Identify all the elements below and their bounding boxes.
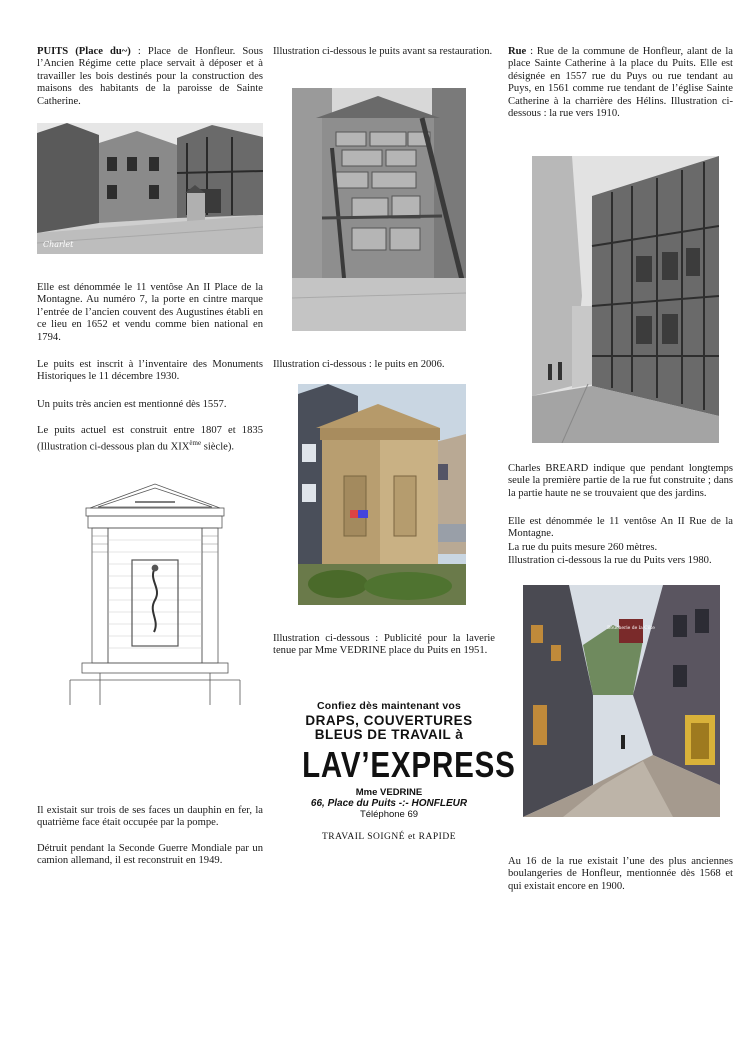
intro-paragraph [37,46,263,108]
breard-paragraph: Charles BREARD indique que pendant longtemps seule la première partie de la rue fut construite ; dans la partie haute ne se trouvaient que des jardins. [508,463,733,499]
rue-paragraph [508,46,733,120]
postcard-place-du-puits-photo [37,123,263,254]
place-name-paragraph: Elle est dénommée le 11 ventôse An II Place de la Montagne. Au numéro 7, la porte en cintre marque l’entrée de l’ancien couvent des Augustines établi en ce lieu en 1652 et vendu comme bien national en 1794. [37,282,263,343]
advert-address: 66, Place du Puits -:- HONFLEUR [310,798,468,809]
advert-brand: LAV’EXPRESS [302,744,516,785]
postcard-signature: Charlet [43,240,74,249]
advert-owner: Mme VEDRINE [355,787,423,798]
current-well-text-end: siècle). [201,441,235,453]
well-2006-photo [298,384,466,605]
dolphin-paragraph: Il existait sur trois de ses faces un dauphin en fer, la quatrième face était occupée par la pompe. [37,805,263,829]
caption-before-restoration: Illustration ci-dessous le puits avant sa restauration. [273,46,493,57]
caption-advertisement: Illustration ci-dessous : Publicité pour la laverie tenue par Mme VEDRINE place du Puits en 1951. [273,633,495,657]
caption-2006: Illustration ci-dessous : le puits en 2006. [273,359,445,370]
shop-sign-text: Boucherie de la Côte [607,626,655,631]
advert-slogan: TRAVAIL SOIGNÉ et RAPIDE [321,832,456,842]
bakery-paragraph: Au 16 de la rue existait l’une des plus anciennes boulangeries de Honfleur, mentionnée dès 1568 et qui existait encore en 1900. [508,856,733,892]
current-well-superscript: ème [189,439,202,448]
rue-1980-photo [523,585,720,817]
rue-text: : Rue de la commune de Honfleur, alant de la place Sainte Catherine à la place du Puits. Elle est désignée en 1557 rue du Puys ou rue tendant au Puys, en 1561 comme rue tendant de l’église Sainte Catherine à la charrière des Hélins. Illustration ci-dessous : la rue vers 1910. [508,46,733,120]
advert-phone: Téléphone 69 [359,809,419,820]
intro-text: : Place de Honfleur. Sous l’Ancien Régime cette place servait à déposer et à travailler les bois destinés pour la construction des maisons des habitants de la paroisse de Sainte Catherine. [37,46,263,107]
inventory-paragraph: Le puits est inscrit à l’inventaire des Monuments Historiques le 11 décembre 1930. [37,359,263,383]
rue-1910-photo [532,156,719,443]
advert-line-1: Confiez dès maintenant vos [316,700,462,712]
destroyed-paragraph: Détruit pendant la Seconde Guerre Mondiale par un camion allemand, il est reconstruit en 1949. [37,843,263,867]
advert-line-3: BLEUS DE TRAVAIL à [314,727,464,742]
well-before-restoration-photo [292,88,466,331]
old-well-paragraph: Un puits très ancien est mentionné dès 1557. [37,399,227,410]
current-well-text: Le puits actuel est construit entre 1807 et 1835 (Illustration ci-dessous plan du XIX [37,425,263,453]
well-plan-drawing [60,480,250,705]
advert-line-2: DRAPS, COUVERTURES [305,713,473,728]
rue-1980-caption: Illustration ci-dessous la rue du Puits vers 1980. [508,555,712,566]
rue-length-paragraph: La rue du puits mesure 260 mètres. [508,542,658,553]
intro-title: PUITS (Place du~) [37,46,131,57]
rue-title: Rue [508,46,527,57]
rue-name-paragraph: Elle est dénommée le 11 ventôse An II Rue de la Montagne. [508,516,733,540]
current-well-paragraph [37,425,263,454]
lav-express-advertisement [283,700,516,860]
